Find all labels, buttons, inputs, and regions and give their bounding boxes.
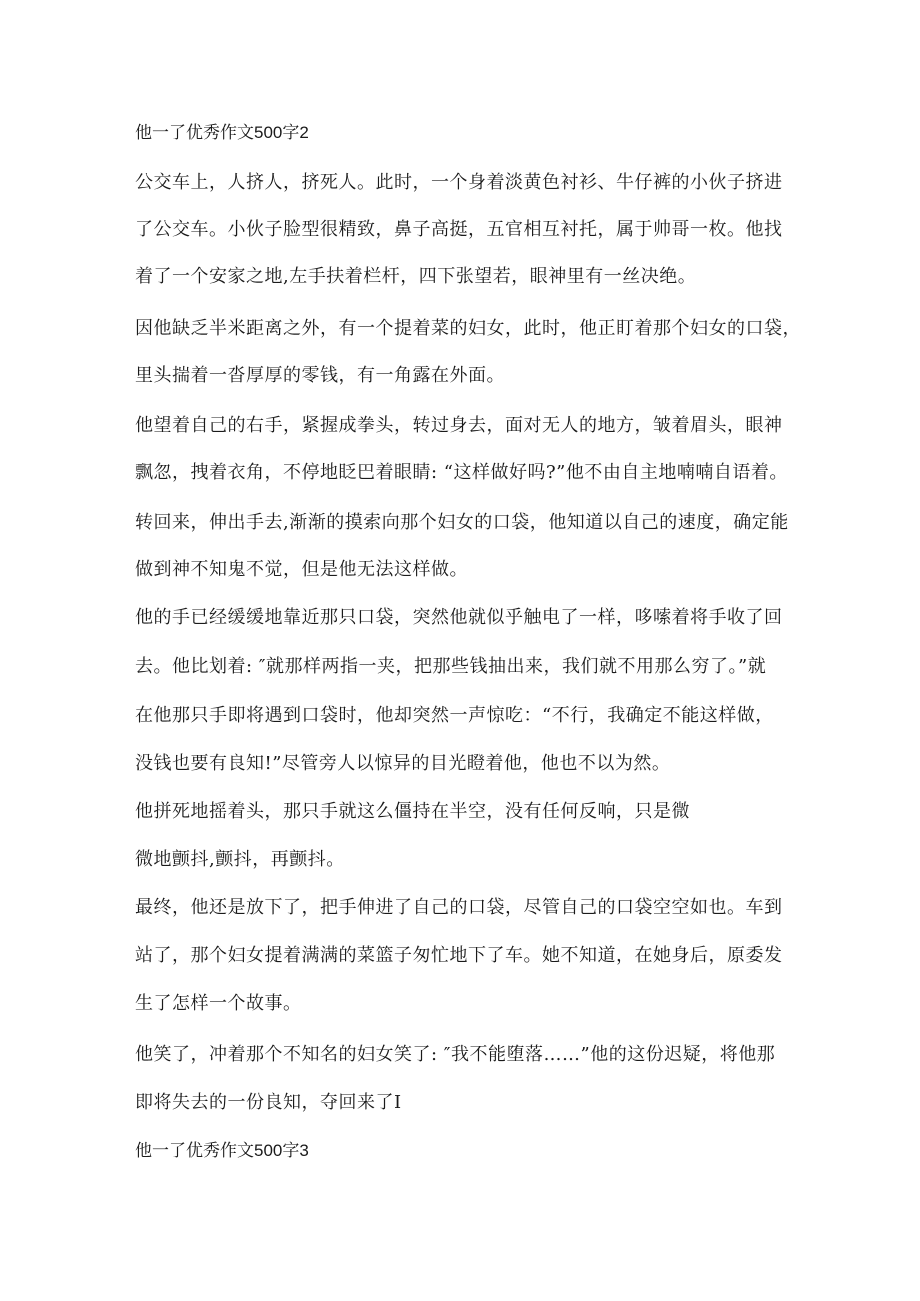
- text-line: 转回来，伸出手去,渐渐的摸索向那个妇女的口袋，他知道以自己的速度，确定能: [135, 512, 789, 533]
- text-line: 站了，那个妇女提着满满的菜篮子匆忙地下了车。她不知道，在她身后，原委发: [135, 945, 783, 966]
- text-line: 即将失去的一份良知，夺回来了I: [135, 1092, 402, 1113]
- text-line: 公交车上，人挤人，挤死人。此时，一个身着淡黄色衬衫、牛仔裤的小伙子挤进: [135, 172, 783, 193]
- text-line: 最终，他还是放下了，把手伸进了自己的口袋，尽管自己的口袋空空如也。车到: [135, 897, 783, 918]
- text-line: 他望着自己的右手，紧握成拳头，转过身去，面对无人的地方，皱着眉头，眼神: [135, 415, 783, 436]
- text-line: 生了怎样一个故事。: [135, 993, 302, 1014]
- text-line: 微地颤抖,颤抖，再颤抖。: [135, 849, 345, 870]
- text-line: 他拼死地摇着头，那只手就这么僵持在半空，没有任何反响，只是微: [135, 801, 690, 822]
- text-line: 他的手已经缓缓地靠近那只口袋，突然他就似乎触电了一样，哆嗦着将手收了回: [135, 607, 783, 628]
- text-line: 着了一个安家之地,左手扶着栏杆，四下张望若，眼神里有一丝决绝。: [135, 266, 697, 287]
- text-line: 因他缺乏半米距离之外，有一个提着菜的妇女，此时，他正盯着那个妇女的口袋，: [135, 318, 801, 339]
- section-heading-2: 他一了优秀作文500字2: [135, 123, 309, 142]
- text-line: 飘忽，拽着衣角，不停地眨巴着眼睛: “这样做好吗?”他不由自主地喃喃自语着。: [135, 462, 788, 483]
- text-line: 了公交车。小伙子脸型很精致，鼻子高挺，五官相互衬托，属于帅哥一枚。他找: [135, 219, 783, 240]
- text-line: 做到神不知鬼不觉，但是他无法这样做。: [135, 559, 468, 580]
- section-heading-3: 他一了优秀作文500字3: [135, 1141, 309, 1160]
- text-line: 他笑了，冲着那个不知名的妇女笑了: ″我不能堕落……”他的这份迟疑，将他那: [135, 1044, 776, 1065]
- text-line: 里头揣着一沓厚厚的零钱，有一角露在外面。: [135, 365, 505, 386]
- text-line: 没钱也要有良知!”尽管旁人以惊异的目光瞪着他，他也不以为然。: [135, 753, 671, 774]
- text-line: 去。他比划着: ″就那样两指一夹，把那些钱抽出来，我们就不用那么穷了。”就: [135, 656, 767, 677]
- text-line: 在他那只手即将遇到口袋时，他却突然一声惊吃：“不行，我确定不能这样做，: [135, 705, 774, 726]
